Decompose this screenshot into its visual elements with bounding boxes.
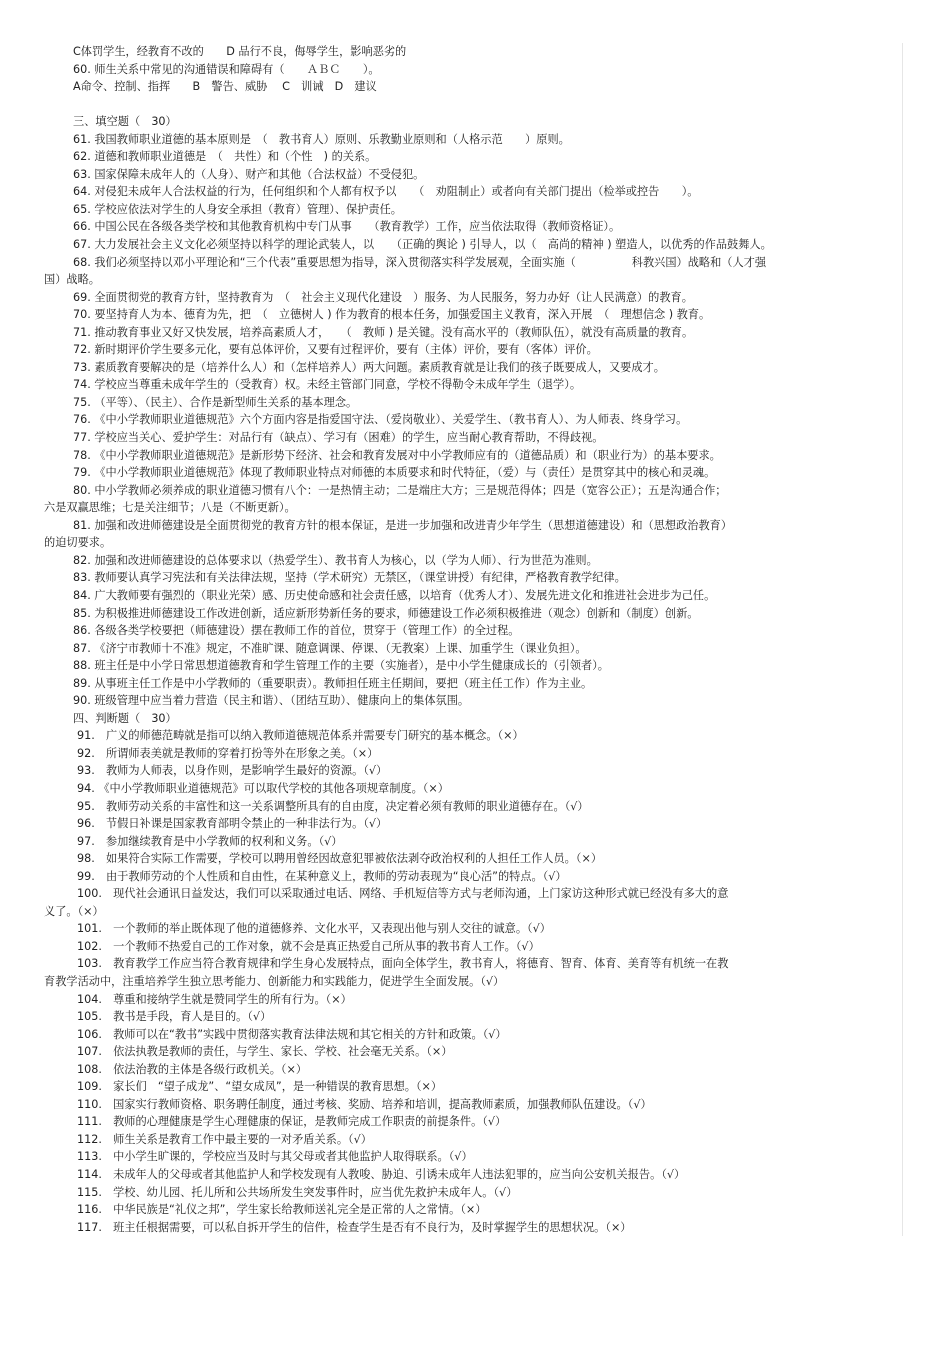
text-line: 79. 《中小学教师职业道德规范》体现了教师职业特点对师德的本质要求和时代特征，（爱）与（责任）是贯穿其中的核心和灵魂。: [73, 466, 716, 480]
text-line: 112. 师生关系是教育工作中最主要的一对矛盾关系。（√）: [77, 1132, 372, 1146]
text-line: 85. 为积极推进师德建设工作改进创新，适应新形势新任务的要求，师德建设工作必须积极推进（观念）创新和（制度）创新。: [73, 606, 699, 620]
text-line: 93. 教师为人师表，以身作则，是影响学生最好的资源。（√）: [77, 764, 388, 778]
text-line: 67. 大力发展社会主义文化必须坚持以科学的理论武装人，以 （正确的舆论 ) 引导人，以（ 高尚的精神 ) 塑造人，以优秀的作品鼓舞人。: [73, 238, 772, 252]
document-page: [44, 43, 902, 1236]
text-line: 77. 学校应当关心、爱护学生：对品行有（缺点）、学习有（困难）的学生，应当耐心教育帮助，不得歧视。: [73, 431, 604, 445]
blank-line: [44, 96, 902, 114]
text-line: 60. 师生关系中常见的沟通错误和障碍有（ ＡＢＣ ）。: [73, 62, 380, 76]
text-line: 76. 《中小学教师职业道德规范》六个方面内容是指爱国守法、（爱岗敬业）、关爱学生、（教书育人）、为人师表、终身学习。: [73, 413, 688, 427]
text-line: 的迫切要求。: [44, 536, 112, 550]
text-line: 四、判断题（ 30）: [73, 711, 177, 725]
text-line: 74. 学校应当尊重未成年学生的（受教育）权。未经主管部门同意，学校不得勒令未成年学生（退学）。: [73, 378, 582, 392]
text-line: 113. 中小学生旷课的，学校应当及时与其父母或者其他监护人取得联系。（√）: [77, 1150, 473, 1164]
page-edge-line: [902, 43, 903, 1236]
text-line: 80. 中小学教师必须养成的职业道德习惯有八个：一是热情主动；二是端庄大方；三是规范得体；四是（宽容公正）；五是沟通合作；: [73, 483, 727, 497]
text-line: 75. （平等）、（民主）、合作是新型师生关系的基本理念。: [73, 395, 358, 409]
text-line: 65. 学校应依法对学生的人身安全承担（教育）管理）、保护责任。: [73, 202, 402, 216]
text-line: 71. 推动教育事业又好又快发展，培养高素质人才， （ 教师 ) 是关键。没有高水平的（教师队伍），就没有高质量的教育。: [73, 325, 694, 339]
text-line: 99. 由于教师劳动的个人性质和自由性，在某种意义上，教师的劳动表现为“良心活”的特点。（√）: [77, 869, 567, 883]
text-line: 育教学活动中，注重培养学生独立思考能力、创新能力和实践能力，促进学生全面发展。（√）: [44, 974, 505, 988]
text-line: 109. 家长们 “望子成龙”、“望女成凤”，是一种错误的教育思想。（×）: [77, 1080, 443, 1094]
text-line: 108. 依法治教的主体是各级行政机关。（×）: [77, 1062, 308, 1076]
text-line: 110. 国家实行教师资格、职务聘任制度，通过考核、奖励、培养和培训，提高教师素质，加强教师队伍建设。（√）: [77, 1097, 652, 1111]
text-line: 72. 新时期评价学生要多元化，要有总体评价，又要有过程评价，要有（主体）评价，要有（客体）评价。: [73, 343, 598, 357]
text-line: 86. 各级各类学校要把（师德建设）摆在教师工作的首位，贯穿于（管理工作）的全过程。: [73, 624, 520, 638]
text-line: 107. 依法执教是教师的责任，与学生、家长、学校、社会毫无关系。（×）: [77, 1045, 453, 1059]
text-line: 117. 班主任根据需要，可以私自拆开学生的信件，检查学生是否有不良行为，及时掌握学生的思想状况。（×）: [77, 1220, 632, 1234]
text-line: 义了。（×）: [44, 904, 104, 918]
text-line: 92. 所谓师表美就是教师的穿着打扮等外在形象之美。（×）: [77, 746, 379, 760]
text-line: 101. 一个教师的举止既体现了他的道德修养、文化水平，又表现出他与别人交往的诚意。（√）: [77, 922, 551, 936]
text-line: 69. 全面贯彻党的教育方针，坚持教育为 （ 社会主义现代化建设 ）服务、为人民服务，努力办好（让人民满意）的教育。: [73, 290, 693, 304]
text-line: 105. 教书是手段，育人是目的。（√）: [77, 1010, 272, 1024]
text-line: 国）战略。: [44, 273, 100, 287]
text-line: 88. 班主任是中小学日常思想道德教育和学生管理工作的主要（实施者），是中小学生健康成长的（引领者）。: [73, 659, 609, 673]
text-line: 六是双赢思维；七是关注细节；八是（不断更新）。: [44, 501, 296, 515]
text-line: 82. 加强和改进师德建设的总体要求以（热爱学生）、教书育人为核心，以（学为人师）、行为世范为准则。: [73, 553, 598, 567]
text-line: 95. 教师劳动关系的丰富性和这一关系调整所具有的自由度，决定着必须有教师的职业道德存在。（√）: [77, 799, 589, 813]
text-line: C体罚学生，经教育不改的 D 品行不良，侮辱学生，影响恶劣的: [73, 45, 407, 58]
text-line: 三、填空题（ 30）: [73, 115, 177, 129]
text-line: 84. 广大教师要有强烈的（职业光荣）感、历史使命感和社会责任感，以培育（优秀人才）、发展先进文化和推进社会进步为己任。: [73, 588, 716, 602]
text-line: 104. 尊重和接纳学生就是赞同学生的所有行为。（×）: [77, 992, 352, 1006]
text-line: 68. 我们必须坚持以邓小平理论和“三个代表”重要思想为指导，深入贯彻落实科学发展观，全面实施（ 科教兴国）战略和（人才强: [73, 255, 767, 269]
text-line: 98. 如果符合实际工作需要，学校可以聘用曾经因故意犯罪被依法剥夺政治权利的人担任工作人员。（×）: [77, 852, 603, 866]
text-line: 62. 道德和教师职业道德是 （ 共性）和（个性 ) 的关系。: [73, 150, 377, 164]
text-line: 114. 未成年人的父母或者其他监护人和学校发现有人教唆、胁迫、引诱未成年人违法犯罪的，应当向公安机关报告。（√）: [77, 1168, 686, 1181]
text-line: 64. 对侵犯未成年人合法权益的行为，任何组织和个人都有权予以 （ 劝阻制止）或者向有关部门提出（检举或控告 ）。: [73, 185, 699, 199]
text-line: 115. 学校、幼儿园、托儿所和公共场所发生突发事件时，应当优先救护未成年人。（√）: [77, 1185, 518, 1199]
text-line: 78. 《中小学教师职业道德规范》是新形势下经济、社会和教育发展对中小学教师应有的（道德品质）和（职业行为）的基本要求。: [73, 448, 721, 462]
text-line: 83. 教师要认真学习宪法和有关法律法规，坚持（学术研究）无禁区，（课堂讲授）有纪律，严格教育教学纪律。: [73, 571, 626, 585]
text-line: 103. 教育教学工作应当符合教育规律和学生身心发展特点，面向全体学生，教书育人，将德育、智育、体育、美育等有机统一在教: [77, 957, 729, 971]
text-line: 106. 教师可以在“教书”实践中贯彻落实教育法律法规和其它相关的方针和政策。（√）: [77, 1027, 507, 1041]
text-line: 63. 国家保障未成年人的（人身）、财产和其他（合法权益）不受侵犯。: [73, 167, 425, 181]
text-line: 90. 班级管理中应当着力营造（民主和谐）、（团结互助）、健康向上的集体氛围。: [73, 694, 470, 708]
text-line: 91. 广义的师德范畴就是指可以纳入教师道德规范体系并需要专门研究的基本概念。（×）: [77, 729, 524, 743]
text-line: 96. 节假日补课是国家教育部明令禁止的一种非法行为。（√）: [77, 817, 388, 831]
text-line: 89. 从事班主任工作是中小学教师的（重要职责）。教师担任班主任期间，要把（班主任工作）作为主业。: [73, 676, 593, 690]
text-line: 94. 《中小学教师职业道德规范》可以取代学校的其他各项规章制度。（×）: [77, 781, 449, 795]
text-line: A命令、控制、指挥 B 警告、威胁 C 训诫 D 建议: [73, 80, 377, 94]
text-line: 66. 中国公民在各级各类学校和其他教育机构中专门从事 （教育教学）工作，应当依法取得（教师资格证）。: [73, 220, 621, 234]
text-line: 81. 加强和改进师德建设是全面贯彻党的教育方针的根本保证，是进一步加强和改进青少年学生（思想道德建设）和（思想政治教育）: [73, 518, 733, 532]
text-line: 102. 一个教师不热爱自己的工作对象，就不会是真正热爱自己所从事的教书育人工作。（√）: [77, 939, 540, 953]
text-line: 97. 参加继续教育是中小学教师的权利和义务。（√）: [77, 834, 343, 848]
text-line: 116. 中华民族是“礼仪之邦”，学生家长给教师送礼完全是正常的人之常情。（×）: [77, 1203, 487, 1217]
text-line: 100. 现代社会通讯日益发达，我们可以采取通过电话、网络、手机短信等方式与老师沟通，上门家访这种形式就已经没有多大的意: [77, 887, 729, 901]
text-line: 87. 《济宁市教师十不准》规定，不准旷课、随意调课、停课、（无教案）上课、加重学生（课业负担）。: [73, 641, 587, 655]
text-line: 111. 教师的心理健康是学生心理健康的保证，是教师完成工作职责的前提条件。（√）: [77, 1115, 507, 1129]
text-line: 70. 要坚持育人为本、德育为先，把 （ 立德树人 ) 作为教育的根本任务，加强爱国主义教育，深入开展 （ 理想信念 ) 教育。: [73, 308, 711, 322]
text-line: 73. 素质教育要解决的是（培养什么人）和（怎样培养人）两大问题。素质教育就是让我们的孩子既要成人，又要成才。: [73, 360, 665, 374]
text-line: 61. 我国教师职业道德的基本原则是 （ 教书育人）原则、乐教勤业原则和（人格示范 ）原则。: [73, 132, 570, 146]
